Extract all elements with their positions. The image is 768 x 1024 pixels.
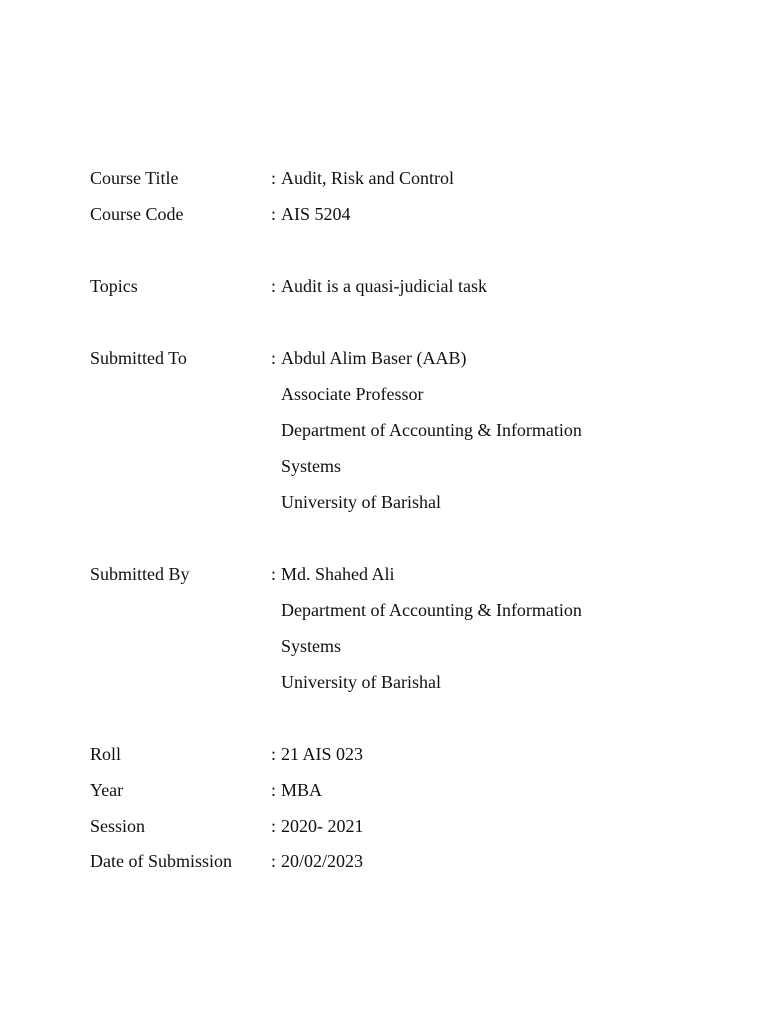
session-value: 2020- 2021	[281, 816, 364, 836]
roll-value: 21 AIS 023	[281, 744, 364, 764]
submitted-by-department-line2: Systems	[281, 636, 342, 656]
submitted-by-department-line1: Department of Accounting & Information	[281, 600, 582, 620]
submitted-to-department-line1: Department of Accounting & Information	[281, 420, 582, 440]
topics-value: Audit is a quasi-judicial task	[281, 276, 487, 296]
course-code-value: AIS 5204	[281, 204, 351, 224]
course-title-value: Audit, Risk and Control	[281, 168, 455, 188]
submitted-to-department-line2: Systems	[281, 456, 342, 476]
course-title-label: Course Title	[90, 168, 179, 188]
session-separator: :	[271, 816, 277, 836]
course-code-label: Course Code	[90, 204, 184, 224]
topics-separator: :	[271, 276, 277, 296]
topics-label: Topics	[90, 276, 138, 296]
session-label: Session	[90, 816, 146, 836]
submitted-by-university: University of Barishal	[281, 672, 441, 692]
date-of-submission-label: Date of Submission	[90, 851, 232, 871]
course-code-separator: :	[271, 204, 277, 224]
year-label: Year	[90, 780, 124, 800]
submitted-to-separator: :	[271, 348, 277, 368]
year-value: MBA	[281, 780, 323, 800]
submitted-by-label: Submitted By	[90, 564, 190, 584]
submitted-to-label: Submitted To	[90, 348, 187, 368]
course-title-separator: :	[271, 168, 277, 188]
submitted-by-separator: :	[271, 564, 277, 584]
submitted-to-designation: Associate Professor	[281, 384, 424, 404]
roll-separator: :	[271, 744, 277, 764]
year-separator: :	[271, 780, 277, 800]
submitted-to-university: University of Barishal	[281, 492, 441, 512]
date-of-submission-separator: :	[271, 851, 277, 871]
submitted-to-name: Abdul Alim Baser (AAB)	[281, 348, 467, 368]
submitted-by-name: Md. Shahed Ali	[281, 564, 395, 584]
roll-label: Roll	[90, 744, 122, 764]
date-of-submission-value: 20/02/2023	[281, 851, 364, 871]
